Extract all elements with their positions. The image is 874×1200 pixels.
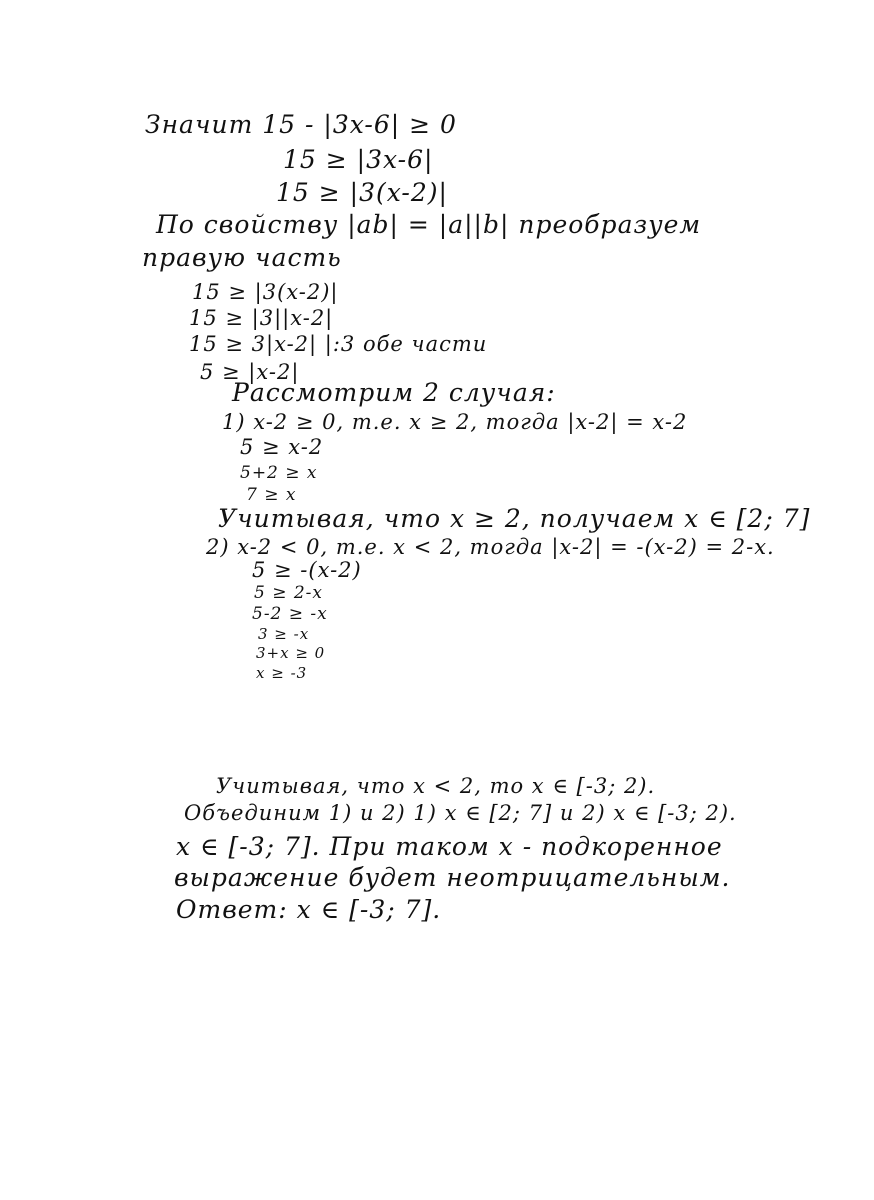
text-line: 3 ≥ -x — [258, 625, 310, 643]
text-line: 5 ≥ x-2 — [240, 435, 324, 459]
text-line: По свойству |ab| = |a||b| преобразуем — [156, 210, 702, 239]
text-line: 15 ≥ |3x-6| — [283, 145, 434, 174]
text-line: 5 ≥ |x-2| — [200, 360, 300, 384]
text-line: 5+2 ≥ x — [240, 463, 318, 483]
text-line: 15 ≥ |3(x-2)| — [276, 178, 448, 207]
text-line: 3+x ≥ 0 — [256, 644, 326, 662]
text-line: Значит 15 - |3x-6| ≥ 0 — [145, 110, 457, 139]
text-line: правую часть — [142, 243, 342, 272]
text-line: 5-2 ≥ -x — [252, 604, 328, 624]
text-line: Рассмотрим 2 случая: — [232, 378, 556, 407]
text-line: выражение будет неотрицательным. — [174, 863, 731, 892]
text-line: x ≥ -3 — [256, 664, 308, 682]
text-line: x ∈ [-3; 7]. При таком x - подкоренное — [176, 832, 723, 861]
text-line: Объединим 1) и 2) 1) x ∈ [2; 7] и 2) x ∈ [-3; 2). — [184, 801, 737, 825]
text-line: 7 ≥ x — [246, 485, 297, 505]
text-line: Учитывая, что x < 2, то x ∈ [-3; 2). — [216, 774, 656, 798]
text-line: 1) x-2 ≥ 0, т.е. x ≥ 2, тогда |x-2| = x-2 — [222, 410, 688, 434]
text-line: 15 ≥ 3|x-2| |:3 обе части — [189, 332, 488, 356]
text-line: 15 ≥ |3||x-2| — [189, 306, 334, 330]
text-line: 5 ≥ 2-x — [254, 583, 324, 603]
text-line: 2) x-2 < 0, т.е. x < 2, тогда |x-2| = -(x-2) = 2-x. — [206, 535, 775, 559]
text-line: Ответ: x ∈ [-3; 7]. — [176, 895, 442, 924]
text-line: 5 ≥ -(x-2) — [252, 558, 362, 582]
text-line: 15 ≥ |3(x-2)| — [192, 280, 339, 304]
text-line: Учитывая, что x ≥ 2, получаем x ∈ [2; 7] — [218, 504, 811, 533]
